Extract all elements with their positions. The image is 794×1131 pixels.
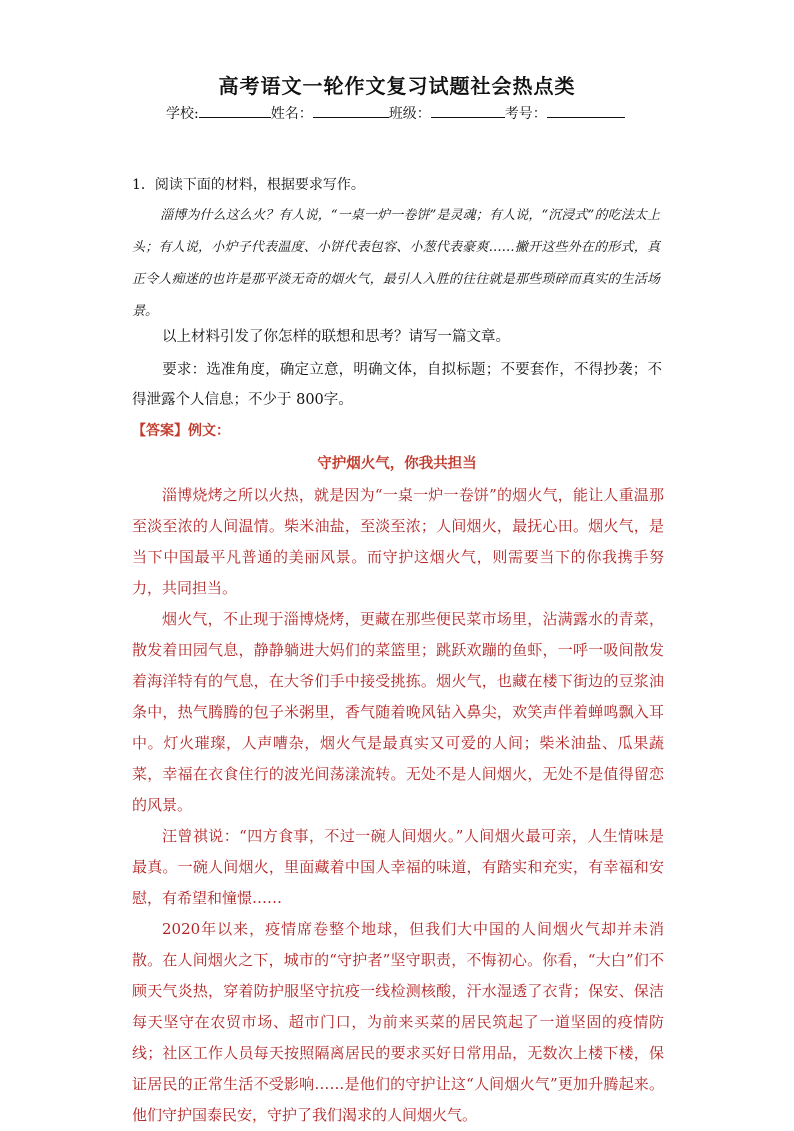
- number-label: 考号：: [504, 106, 547, 122]
- essay-paragraph: 2020年以来，疫情席卷整个地球，但我们大中国的人间烟火气却并未消散。在人间烟火之下，城市的“守护者”坚守职责，不悔初心。你看，“大白”们不顾天气炎热，穿着防护服坚守抗疫一线检测核酸，汗水湿透了衣背；保安、保洁每天坚守在农贸市场、超市门口，为前来买菜的居民筑起了一道坚固的疫情防线；社区工作人员每天按照隔离居民的要求买好日常用品，无数次上楼下楼，保证居民的正常生活不受影响……是他们的守护让这“人间烟火气”更加升腾起来。他们守护国泰民安，守护了我们渴求的人间烟火气。: [132, 920, 664, 1124]
- document-title: 高考语文一轮作文复习试题社会热点类: [218, 74, 576, 98]
- answer-label: 【答案】例文：: [132, 423, 230, 439]
- writing-prompt: [132, 322, 662, 352]
- class-blank: [431, 103, 505, 118]
- essay-paragraph: 淄博烧烤之所以火热，就是因为“一桌一炉一卷饼”的烟火气，能让人重温那至淡至浓的人间温情。柴米油盐，至淡至浓；人间烟火，最抚心田。烟火气，是当下中国最平凡普通的美丽风景。而守护这烟火气，则需要当下的你我携手努力，共同担当。: [132, 486, 664, 597]
- requirement-text: 要求：选准角度，确定立意，明确文体，自拟标题；不要套作，不得抄袭；不得泄露个人信息；不少于 800字。: [132, 362, 662, 408]
- essay-paragraph: 烟火气，不止现于淄博烧烤，更藏在那些便民菜市场里，沾满露水的青菜，散发着田园气息，静静躺进大妈们的菜篮里；跳跃欢蹦的鱼虾，一呼一吸间散发着海洋特有的气息，在大爷们手中接受挑拣。烟火气，也藏在楼下街边的豆浆油条中，热气腾腾的包子米粥里，香气随着晚风钻入鼻尖，欢笑声伴着蝉鸣飘入耳中。灯火璀璨，人声嘈杂，烟火气是最真实又可爱的人间；柴米油盐、瓜果蔬菜，幸福在衣食住行的波光间荡漾流转。无处不是人间烟火，无处不是值得留恋的风景。: [132, 610, 664, 814]
- school-label: 学校:: [166, 106, 199, 122]
- material-text: 淄博为什么这么火？有人说，“一桌一炉一卷饼”是灵魂；有人说，“沉浸式”的吃法太上头；有人说，小炉子代表温度、小饼代表包容、小葱代表豪爽……撇开这些外在的形式，真正令人痴迷的也许是那平淡无奇的烟火气，最引人入胜的往往就是那些琐碎而真实的生活场景。: [132, 208, 660, 319]
- essay-body: [132, 480, 664, 1131]
- class-label: 班级：: [388, 106, 431, 122]
- name-label: 姓名：: [270, 106, 313, 122]
- essay-title: 守护烟火气，你我共担当: [317, 455, 477, 472]
- number-blank: [547, 103, 625, 118]
- reading-material: [132, 200, 660, 328]
- question-stem: 1．阅读下面的材料，根据要求写作。: [132, 177, 365, 193]
- student-info-line: [166, 103, 625, 123]
- prompt-text: 以上材料引发了你怎样的联想和思考？请写一篇文章。: [162, 329, 510, 345]
- essay-paragraph: 汪曾祺说：“四方食事，不过一碗人间烟火。”人间烟火最可亲，人生情味是最真。一碗人间烟火，里面藏着中国人幸福的味道，有踏实和充实，有幸福和安慰，有希望和憧憬……: [132, 827, 664, 907]
- writing-requirement: [132, 355, 662, 415]
- school-blank: [199, 103, 271, 118]
- name-blank: [313, 103, 389, 118]
